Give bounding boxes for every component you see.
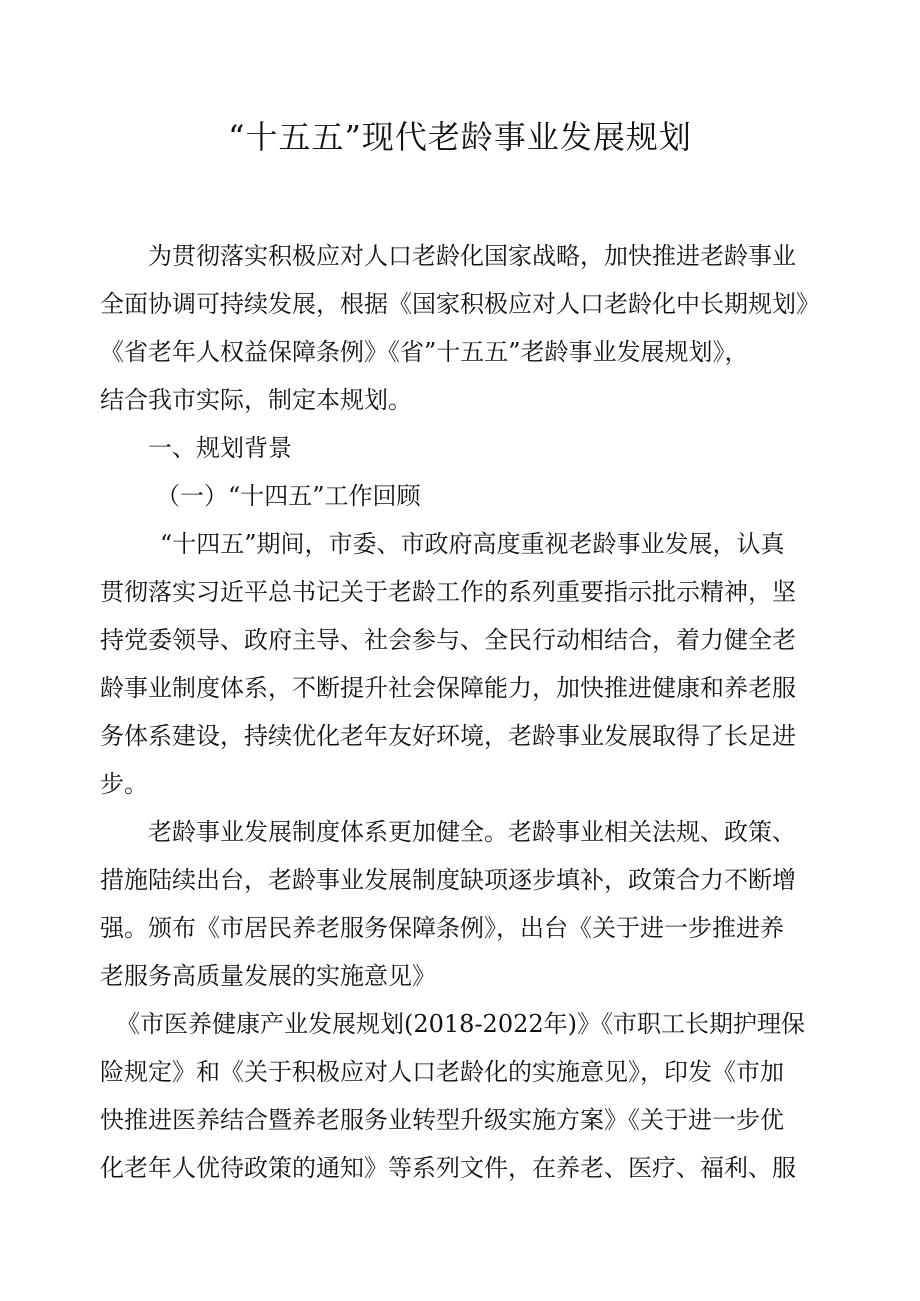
text-line: 险规定》和《关于积极应对人口老龄化的实施意见》，印发《市加 xyxy=(100,1058,784,1086)
text-line: 步。 xyxy=(100,770,148,798)
text-line: 龄事业制度体系，不断提升社会保障能力，加快推进健康和养老服 xyxy=(100,674,796,702)
intro-paragraph xyxy=(100,232,830,424)
text-line: 全面协调可持续发展，根据《国家积极应对人口老龄化中长期规划》 xyxy=(100,290,820,318)
review-paragraph xyxy=(100,520,830,808)
text-line: 老龄事业发展制度体系更加健全。老龄事业相关法规、政策、 xyxy=(148,818,796,846)
text-line: 强。颁布《市居民养老服务保障条例》，出台《关于进一步推进养 xyxy=(100,914,784,942)
system-paragraph xyxy=(100,808,830,1000)
text-line: 务体系建设，持续优化老年友好环境，老龄事业发展取得了长足进 xyxy=(100,722,796,750)
heading-text: （一）“十四五”工作回顾 xyxy=(156,482,421,510)
text-line: 结合我市实际，制定本规划。 xyxy=(100,386,412,414)
text-line: 为贯彻落实积极应对人口老龄化国家战略，加快推进老龄事业 xyxy=(148,242,796,270)
text-line: 《市医养健康产业发展规划(2018-2022年)》《市职工长期护理保 xyxy=(116,1010,805,1038)
text-line: 老服务高质量发展的实施意见》 xyxy=(100,962,436,990)
text-line: 化老年人优待政策的通知》等系列文件，在养老、医疗、福利、服 xyxy=(100,1154,796,1182)
section-heading xyxy=(100,424,830,472)
policy-paragraph xyxy=(100,1000,830,1192)
text-line: 《省老年人权益保障条例》《省”十五五”老龄事业发展规划》， xyxy=(100,338,749,366)
text-line: 持党委领导、政府主导、社会参与、全民行动相结合，着力健全老 xyxy=(100,626,796,654)
subsection-heading xyxy=(100,472,830,520)
text-line: 措施陆续出台，老龄事业发展制度缺项逐步填补，政策合力不断增 xyxy=(100,866,796,894)
text-line: 贯彻落实习近平总书记关于老龄工作的系列重要指示批示精神，坚 xyxy=(100,578,796,606)
heading-text: 一、规划背景 xyxy=(148,434,292,462)
text-line: 快推进医养结合暨养老服务业转型升级实施方案》《关于进一步优 xyxy=(100,1106,784,1134)
page-title: “十五五”现代老龄事业发展规划 xyxy=(228,118,692,156)
text-line: “十四五”期间，市委、市政府高度重视老龄事业发展，认真 xyxy=(160,530,785,558)
